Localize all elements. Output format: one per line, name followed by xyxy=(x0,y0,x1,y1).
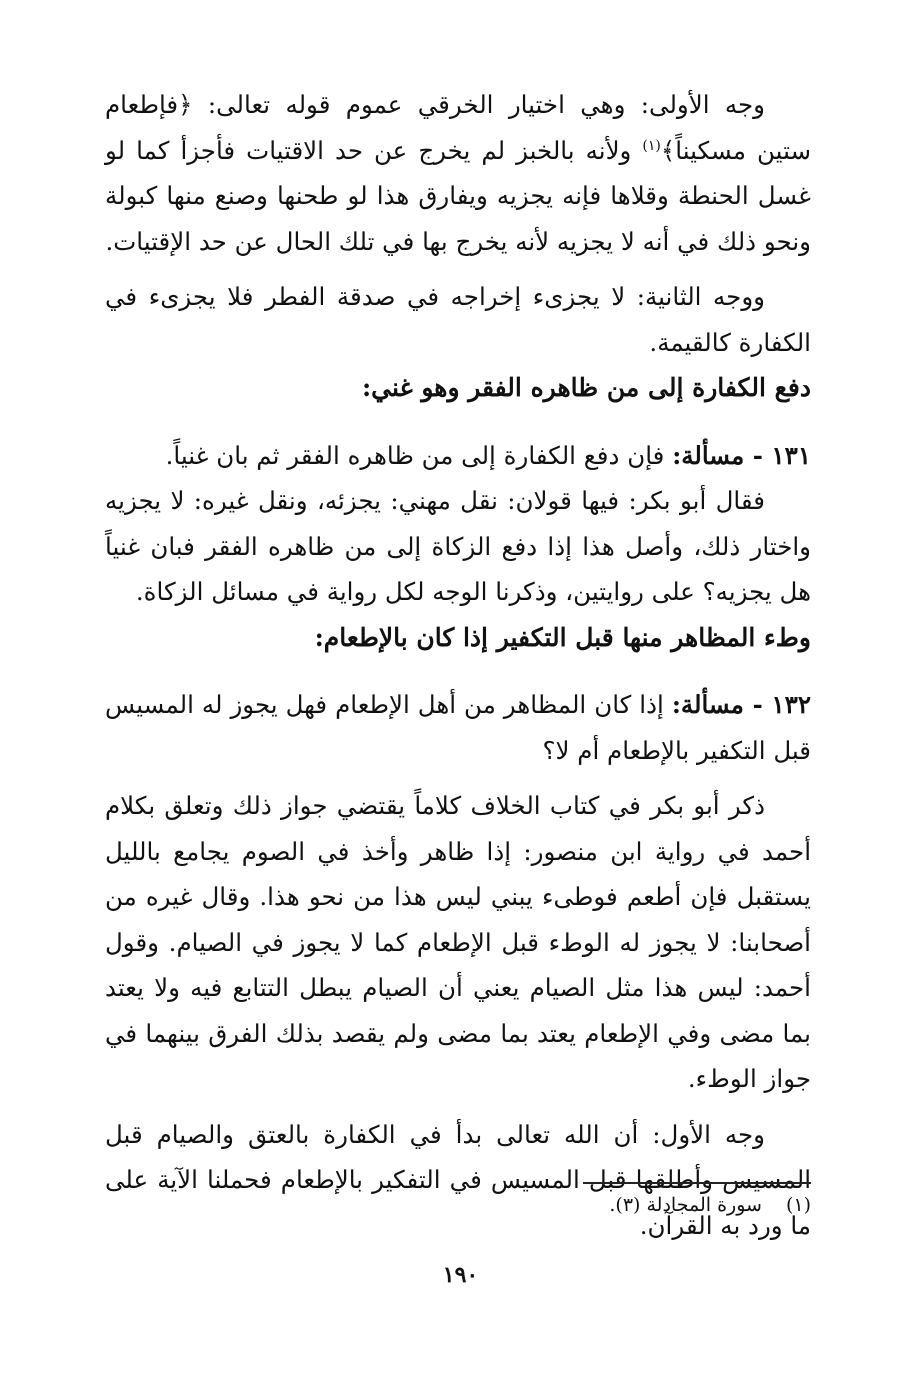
page-number: ١٩٠ xyxy=(442,1262,479,1288)
paragraph-kitab-al-khilaf: ذكر أبو بكر في كتاب الخلاف كلاماً يقتضي جواز ذلك وتعلق بكلام أحمد في رواية ابن منصور: إذا ظاهر وأخذ في الصوم يجامع بالليل يستقبل فإن أطعم فوطىء يبني ليس هذا من نحو هذا. وقال غيره من أصحابنا: لا يجوز له الوطء قبل الإطعام كما لا يجوز في الصيام. وقول أحمد: ليس هذا مثل الصيام يعني أن الصيام يبطل التتابع فيه ولا يعتد بما مضى وفي الإطعام يعتد بما مضى ولم يقصد بذلك الفرق بينهما في جواز الوطء. xyxy=(105,791,811,1093)
paragraph-second-view: ووجه الثانية: لا يجزىء إخراجه في صدقة الفطر فلا يجزىء في الكفارة كالقيمة. xyxy=(105,282,811,357)
paragraph-abu-bakr-opinion: فقال أبو بكر: فيها قولان: نقل مهني: يجزئه، ونقل غيره: لا يجزيه واختار ذلك، وأصل هذا إذا دفع الزكاة إلى من ظاهره الفقر فبان غنياً هل يجزيه؟ على روايتين، وذكرنا الوجه لكل رواية في مسائل الزكاة. xyxy=(105,486,811,606)
footnote-text: سورة المجادلة (٣). xyxy=(609,1194,762,1216)
footnote-reference[interactable]: (١) xyxy=(642,137,661,154)
issue-number: ١٣٢ - مسألة: xyxy=(671,690,811,719)
paragraph-text: وجه الأولى: وهي اختيار الخرقي عموم قوله تعالى: ﴿فإطعام ستين مسكيناً﴾ xyxy=(105,90,811,165)
issue-131 xyxy=(105,433,811,479)
issue-number: ١٣١ - مسألة: xyxy=(672,440,811,470)
paragraph-first-view-argument: وجه الأول: أن الله تعالى بدأ في الكفارة بالعتق والصيام قبل المسيس وأطلقها قبل المسيس في التفكير بالإطعام فحملنا الآية على ما ورد به القرآن. xyxy=(105,1119,811,1240)
section-heading-zihar-feeding: وطء المظاهر منها قبل التكفير إذا كان بالإطعام: xyxy=(314,622,811,652)
section-heading-expiation-to-poor: دفع الكفارة إلى من ظاهره الفقر وهو غني: xyxy=(361,373,811,402)
page-body xyxy=(105,82,811,1248)
paragraph-text-continued: ولأنه بالخبز لم يخرج عن حد الاقتيات فأجزأ كما لو غسل الحنطة وقلاها فإنه يجزيه ويفارق هذا لو طحنها وصنع منها كبولة ونحو ذلك في أنه لا يجزيه لأنه يخرج بها في تلك الحال عن حد الإقتيات. xyxy=(105,135,811,256)
footnote-divider xyxy=(583,1182,811,1184)
footnote xyxy=(411,1190,811,1220)
issue-132 xyxy=(105,682,811,773)
issue-text: إذا كان المظاهر من أهل الإطعام فهل يجوز له المسيس قبل التكفير بالإطعام أم لا؟ xyxy=(105,690,811,765)
issue-text: فإن دفع الكفارة إلى من ظاهره الفقر ثم بان غنياً. xyxy=(165,440,673,470)
footnote-marker: (١) xyxy=(785,1194,811,1216)
paragraph-first-view xyxy=(105,82,811,264)
